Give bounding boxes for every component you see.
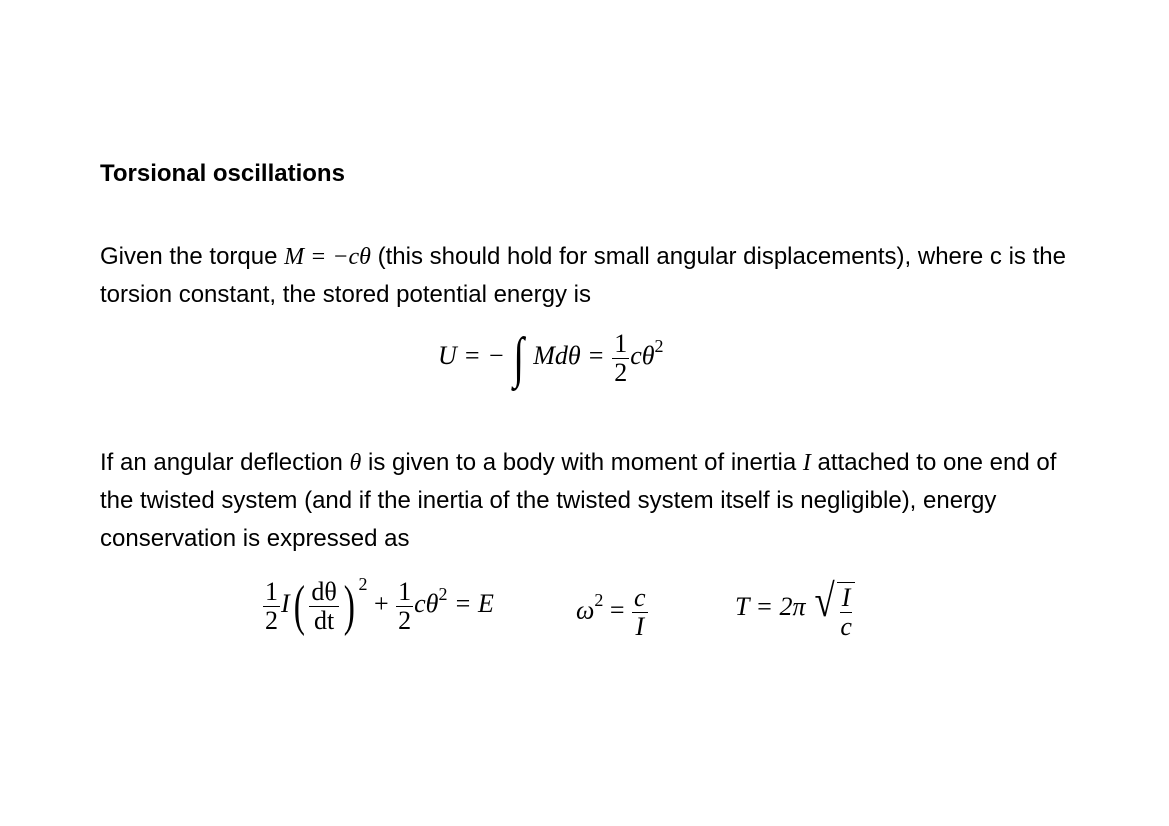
text: attached to one end of the twisted system (and if the inertia of the twisted system itself is negligible), energy conservation is expressed as (100, 449, 1057, 552)
c-theta: cθ (414, 588, 439, 618)
equation-energy-conservation (262, 573, 494, 637)
equals-energy: = E (447, 588, 494, 618)
text: If an angular deflection (100, 449, 350, 476)
integral-sign: ∫ (513, 327, 525, 389)
exponent: 2 (594, 590, 604, 611)
frac-num: I (841, 583, 851, 612)
inline-math-theta: θ (349, 450, 362, 476)
frac-num: dθ (311, 576, 337, 606)
section-title: Torsional oscillations (100, 160, 345, 187)
fraction-half (612, 328, 629, 387)
equation-potential-energy (438, 327, 664, 389)
paragraph-deflection (100, 444, 1090, 558)
text: is given to a body with moment of inertia (361, 449, 803, 476)
text: (this should hold for small angular displacements), where c is the torsion constant, the stored potential energy is (100, 243, 1066, 308)
derivative-fraction (309, 576, 338, 635)
radicand (837, 582, 855, 640)
period-lhs: T = 2π (735, 591, 806, 621)
eq-rhs: cθ (630, 340, 655, 370)
fraction-half (396, 576, 413, 635)
right-paren: ) (343, 575, 355, 637)
frac-den: 2 (265, 605, 278, 635)
plus-sign: + (367, 588, 396, 618)
fraction-I-over-c (838, 585, 854, 640)
inline-math-torque: M = −cθ (284, 244, 371, 270)
frac-den: I (635, 612, 645, 641)
square-root (812, 575, 855, 641)
equation-period (735, 575, 855, 641)
equation-angular-frequency (576, 585, 649, 640)
exponent: 2 (654, 335, 664, 356)
exponent: 2 (358, 573, 368, 594)
paragraph-torque (100, 238, 1090, 314)
frac-den: c (840, 612, 852, 641)
eq-lhs: U = − (438, 340, 505, 370)
frac-den: 2 (398, 605, 412, 635)
equals-sign: = (603, 595, 632, 625)
frac-den: dt (313, 605, 335, 635)
inertia-symbol: I (281, 588, 290, 618)
eq-integrand: Mdθ = (533, 340, 612, 370)
omega-symbol: ω (576, 595, 595, 625)
frac-num: 1 (614, 328, 628, 358)
fraction-half (263, 576, 280, 635)
text: Given the torque (100, 243, 285, 270)
frac-num: c (634, 583, 646, 612)
sqrt-icon: √ (814, 575, 835, 626)
frac-num: 1 (398, 576, 412, 606)
inline-math-inertia: I (802, 450, 811, 476)
fraction-c-over-I (632, 585, 648, 640)
frac-den: 2 (614, 357, 628, 387)
exponent: 2 (438, 583, 448, 604)
left-paren: ( (293, 575, 305, 637)
frac-num: 1 (265, 576, 278, 606)
